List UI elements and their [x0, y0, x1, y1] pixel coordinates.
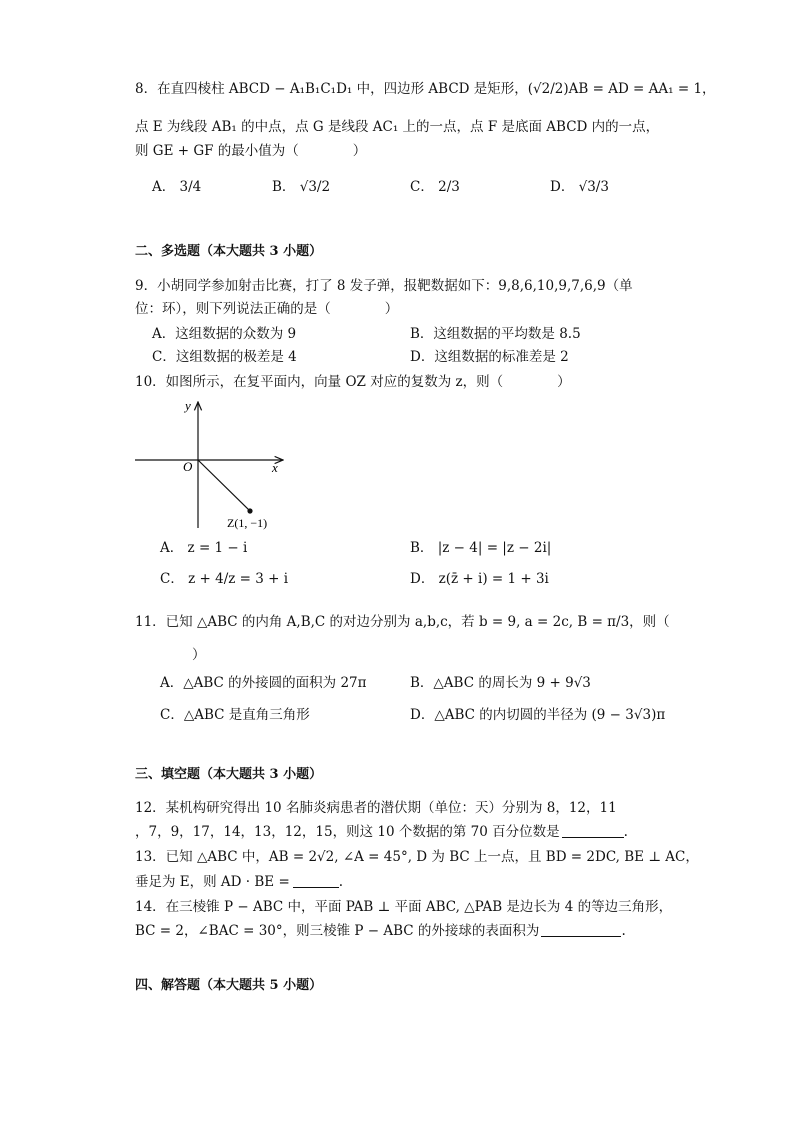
q10-option-c: C． z + 4/z = 3 + i	[160, 571, 289, 587]
q14-line1: 14．在三棱锥 P − ABC 中，平面 PAB ⊥ 平面 ABC, △PAB 是边长为 4 的等边三角形，	[135, 899, 673, 915]
q8-option-c: C． 2/3	[410, 179, 460, 195]
q12-line2	[135, 823, 628, 841]
q13-period: .	[338, 874, 344, 890]
q14-line2	[135, 922, 626, 940]
q8-option-d: D． √3/3	[550, 179, 609, 195]
section-heading-solutions: 四、解答题（本大题共 5 小题）	[135, 978, 323, 993]
q13-answer-blank[interactable]	[293, 873, 339, 888]
q9-option-c: C．这组数据的极差是 4	[152, 349, 297, 365]
q8-option-b: B． √3/2	[272, 179, 331, 195]
q11-line1: 11．已知 △ABC 的内角 A,B,C 的对边分别为 a,b,c，若 b = 9, a = 2c, B = π/3，则（	[135, 614, 670, 630]
x-axis-label: x	[272, 460, 278, 475]
q11-option-a: A．△ABC 的外接圆的面积为 27π	[160, 675, 367, 691]
q11-option-c: C．△ABC 是直角三角形	[160, 707, 310, 723]
q10-option-d: D． z(z̄ + i) = 1 + 3i	[410, 571, 549, 587]
q12-text: ，7，9，17，14，13，12，15，则这 10 个数据的第 70 百分位数是	[135, 824, 560, 840]
q8-option-a: A． 3/4	[152, 179, 202, 195]
vector-oz	[198, 460, 250, 511]
q9-line1: 9．小胡同学参加射击比赛，打了 8 发子弹，报靶数据如下：9,8,6,10,9,7,6,9（单	[135, 278, 633, 294]
origin-label: O	[183, 459, 193, 474]
q13-line1: 13．已知 △ABC 中，AB = 2√2, ∠A = 45°, D 为 BC 上一点，且 BD = 2DC, BE ⊥ AC，	[135, 849, 699, 865]
q10-option-b: B． |z − 4| = |z − 2i|	[410, 540, 552, 556]
q14-text: BC = 2，∠BAC = 30°，则三棱锥 P − ABC 的外接球的表面积为	[135, 923, 540, 939]
q11-option-d: D．△ABC 的内切圆的半径为 (9 − 3√3)π	[410, 707, 666, 723]
q8-line1: 8．在直四棱柱 ABCD − A₁B₁C₁D₁ 中，四边形 ABCD 是矩形，(√2/2)AB = AD = AA₁ = 1，	[135, 81, 716, 97]
complex-plane-figure	[135, 398, 295, 533]
q10-option-a: A． z = 1 − i	[160, 540, 248, 556]
q8-line2: 点 E 为线段 AB₁ 的中点，点 G 是线段 AC₁ 上的一点，点 F 是底面 ABCD 内的一点，	[135, 119, 660, 135]
section-heading-multiple-choice: 二、多选题（本大题共 3 小题）	[135, 244, 323, 259]
q9-line2: 位：环），则下列说法正确的是（ ）	[135, 301, 399, 317]
q12-line1: 12．某机构研究得出 10 名肺炎病患者的潜伏期（单位：天）分别为 8，12，11	[135, 800, 617, 816]
section-heading-fill-in: 三、填空题（本大题共 3 小题）	[135, 767, 323, 782]
q14-period: .	[621, 923, 626, 939]
q9-option-b: B．这组数据的平均数是 8.5	[410, 326, 581, 342]
q14-answer-blank[interactable]	[541, 922, 621, 937]
q10-line1: 10．如图所示，在复平面内，向量 OZ 对应的复数为 z，则（ ）	[135, 374, 571, 390]
q13-text: 垂足为 E，则 AD · BE =	[135, 874, 290, 890]
q13-line2	[135, 873, 343, 891]
q9-option-a: A．这组数据的众数为 9	[152, 326, 297, 342]
point-z-label: Z(1, −1)	[227, 516, 268, 530]
y-axis-label: y	[185, 398, 191, 413]
q12-answer-blank[interactable]	[562, 823, 624, 838]
q9-option-d: D．这组数据的标准差是 2	[410, 349, 569, 365]
q11-line2: ）	[165, 647, 206, 663]
q12-period: .	[623, 824, 628, 840]
point-z	[247, 508, 252, 513]
q8-line3: 则 GE + GF 的最小值为（ ）	[135, 143, 367, 159]
q11-option-b: B．△ABC 的周长为 9 + 9√3	[410, 675, 591, 691]
